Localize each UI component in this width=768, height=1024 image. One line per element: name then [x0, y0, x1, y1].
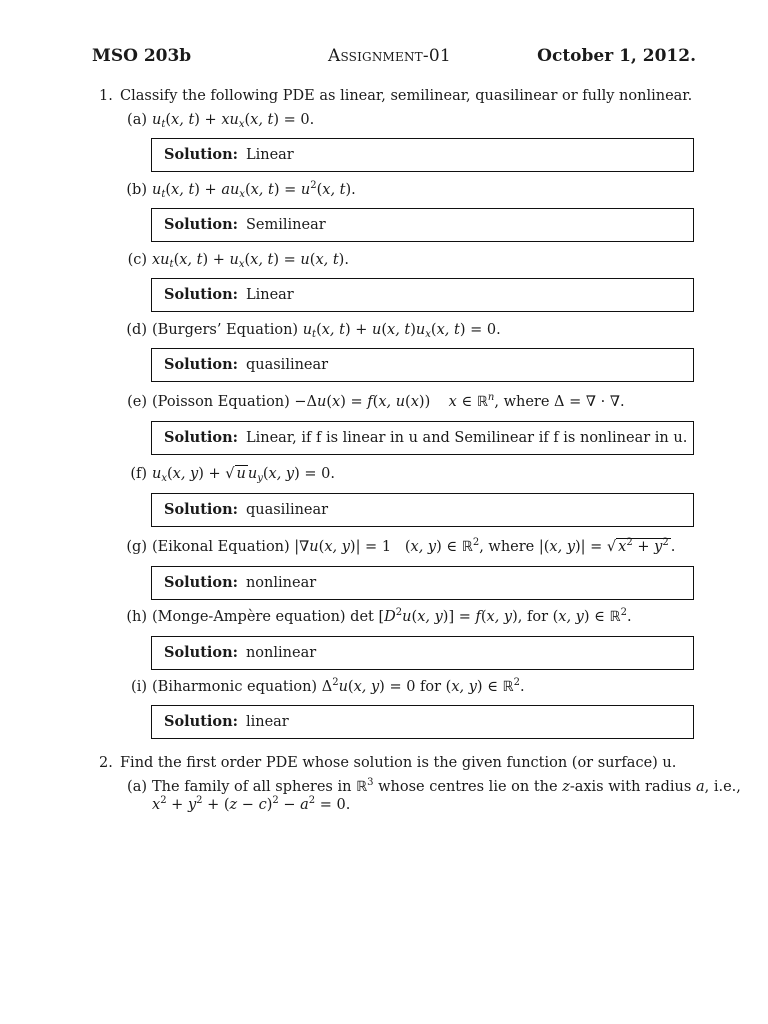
question-number: 1. — [99, 88, 113, 104]
solution-box-1g — [151, 566, 694, 600]
solution-label: Solution: — [164, 644, 238, 661]
part-equation: (Eikonal Equation) |∇u(x, y)| = 1 (x, y) ∈ ℝ$^2$, where |(x, y)| = √ $x^2 + y^2$ . — [152, 537, 676, 555]
part-label: (a) — [127, 112, 147, 128]
solution-text: Linear, if f is linear in u and Semilinear if f is nonlinear in u. — [245, 430, 688, 446]
assignment-title: Assignment-01 — [328, 46, 451, 66]
solution-box-1d — [151, 348, 694, 382]
page-header — [92, 46, 696, 68]
question-text: Find the first order PDE whose solution is the given function (or surface) u. — [120, 755, 677, 771]
solution-box-1c — [151, 278, 694, 312]
solution-label: Solution: — [164, 713, 238, 730]
solution-box-1a — [151, 138, 694, 172]
solution-text: Semilinear — [245, 217, 326, 233]
solution-box-1f — [151, 493, 694, 527]
part-equation: (Burgers’ Equation) $u_t(x$, t) + u(x, $t)u_x(x$, t) = 0. — [152, 322, 501, 340]
question-number: 2. — [99, 755, 113, 771]
part-text-line1: The family of all spheres in ℝ$^3$ whose centres lie on the z-axis with radius a, i.e., — [152, 777, 741, 795]
equation-name: (Burgers’ Equation) — [152, 322, 299, 338]
solution-text: nonlinear — [245, 575, 317, 591]
part-label: (i) — [131, 679, 147, 695]
course-code: MSO 203b — [92, 46, 192, 66]
question-text: Classify the following PDE as linear, semilinear, quasilinear or fully nonlinear. — [120, 88, 693, 104]
solution-text: Linear — [245, 287, 294, 303]
part-equation: $xu_t(x$, $t) + u_x(x$, t) = u(x, t). — [152, 252, 349, 270]
solution-text: nonlinear — [245, 645, 317, 661]
solution-text: Linear — [245, 147, 294, 163]
part-equation: (Biharmonic equation) $\Delta^2u(x$, y) = 0 for (x, y) ∈ ℝ$^2$. — [152, 677, 525, 695]
solution-text: linear — [245, 714, 289, 730]
part-label: (e) — [127, 394, 147, 410]
part-label: (b) — [126, 182, 147, 198]
solution-label: Solution: — [164, 429, 238, 446]
solution-label: Solution: — [164, 574, 238, 591]
part-text-line2: $x^2 + y^2 + (z - c)^2 - a^2 = 0$. — [152, 795, 351, 813]
part-label: (c) — [127, 252, 147, 268]
equation-name: (Monge-Ampère equation) — [152, 609, 346, 625]
equation-name: (Eikonal Equation) — [152, 539, 290, 555]
part-equation: $u_x(x$, y) + √ u $u_y(x$, y) = 0. — [152, 466, 335, 484]
solution-box-1e — [151, 421, 694, 455]
part-equation: (Poisson Equation) −Δu(x) = f(x, u(x)) x ∈ ℝ$^n$, where Δ = ∇ · ∇. — [152, 392, 625, 410]
part-label: (g) — [126, 539, 147, 555]
solution-text: quasilinear — [245, 357, 329, 373]
solution-box-1i — [151, 705, 694, 739]
part-equation: $u_t(x$, $t) + au_x(x$, $t) = u^2(x$, t). — [152, 180, 356, 200]
part-equation: $u_t(x$, $t) + xu_x(x$, t) = 0. — [152, 112, 315, 130]
part-label: (f) — [130, 466, 147, 482]
solution-label: Solution: — [164, 356, 238, 373]
solution-label: Solution: — [164, 501, 238, 518]
assignment-date: October 1, 2012. — [537, 46, 696, 66]
solution-text: quasilinear — [245, 502, 329, 518]
equation-name: (Biharmonic equation) — [152, 679, 318, 695]
part-label: (d) — [126, 322, 147, 338]
part-label: (h) — [126, 609, 147, 625]
part-equation: (Monge-Ampère equation) $\det [D^2u(x$, y)] = f(x, y), for (x, y) ∈ ℝ$^2$. — [152, 607, 632, 625]
equation-name: (Poisson Equation) — [152, 394, 290, 410]
solution-box-1b — [151, 208, 694, 242]
solution-label: Solution: — [164, 146, 238, 163]
solution-label: Solution: — [164, 216, 238, 233]
solution-label: Solution: — [164, 286, 238, 303]
solution-box-1h — [151, 636, 694, 670]
part-label: (a) — [127, 779, 147, 795]
